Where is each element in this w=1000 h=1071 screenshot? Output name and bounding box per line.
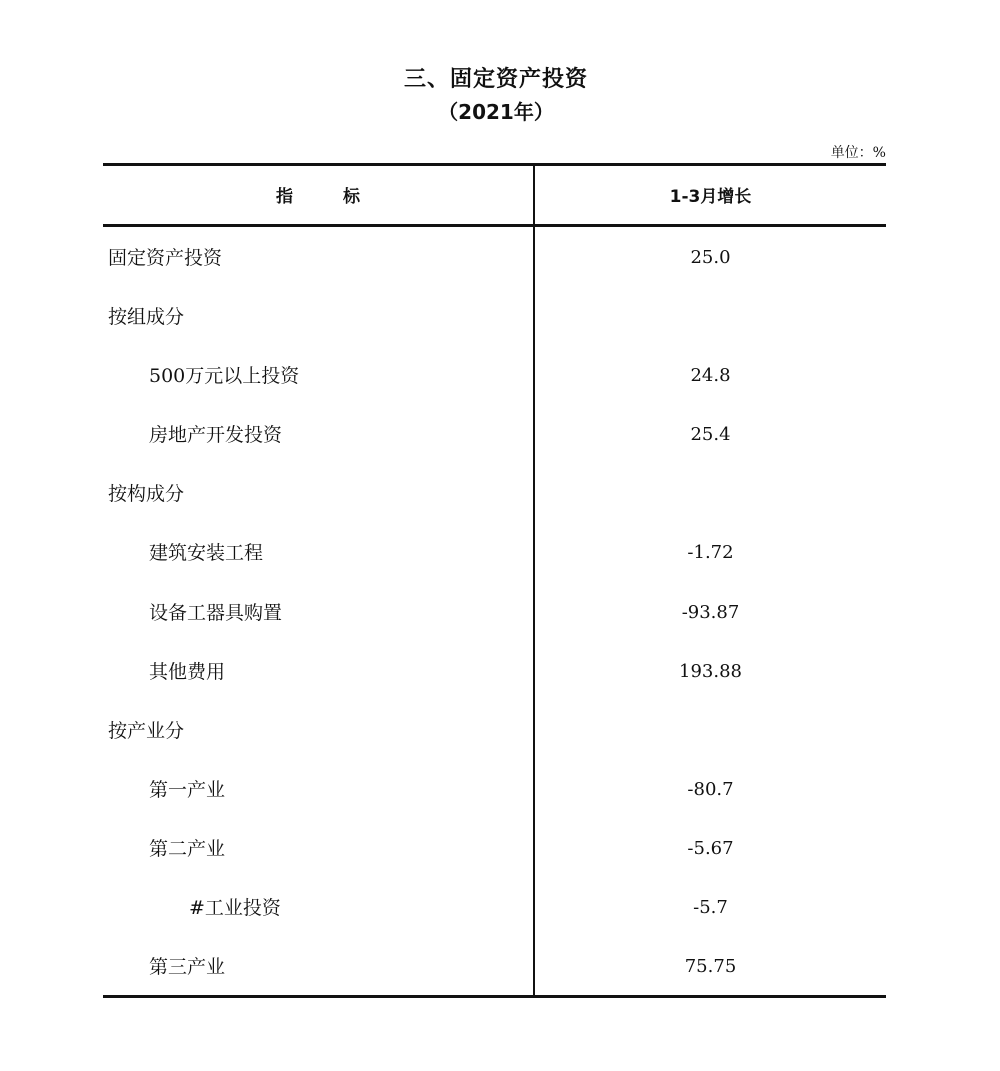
row-label: 第二产业	[149, 837, 226, 860]
row-value: -93.87	[681, 601, 740, 623]
table-row	[103, 404, 886, 463]
row-value	[535, 286, 886, 345]
row-value: -80.7	[687, 778, 734, 800]
row-label: 第一产业	[149, 778, 226, 801]
page-title: 三、固定资产投资	[403, 67, 588, 92]
row-label: 房地产开发投资	[149, 424, 283, 447]
row-label: #工业投资	[189, 897, 281, 920]
row-label: 按构成分	[108, 483, 185, 506]
unit-label: 单位：%	[830, 145, 886, 161]
row-value	[535, 463, 886, 522]
row-label: 设备工器具购置	[149, 601, 283, 624]
table-row	[103, 936, 886, 995]
row-label: 其他费用	[149, 660, 226, 683]
table-row	[103, 522, 886, 581]
row-value	[535, 700, 886, 759]
table-row	[103, 641, 886, 700]
header-indicator-part1: 指	[276, 187, 293, 207]
row-value: -1.72	[687, 542, 734, 564]
row-value: 25.4	[690, 424, 731, 446]
table-row	[103, 818, 886, 877]
row-value: -5.7	[693, 897, 728, 919]
row-value: 75.75	[684, 956, 737, 978]
header-indicator	[103, 166, 533, 224]
page-subtitle: （2021年）	[438, 100, 554, 124]
table-header	[103, 166, 886, 227]
row-value: 193.88	[679, 660, 742, 682]
table-row	[103, 463, 886, 522]
row-label: 第三产业	[149, 956, 226, 979]
table-row	[103, 345, 886, 404]
row-label: 建筑安装工程	[149, 542, 264, 565]
row-label: 按产业分	[108, 719, 185, 742]
table-row	[103, 227, 886, 286]
investment-table	[103, 163, 886, 998]
table-row	[103, 759, 886, 818]
table-row	[103, 700, 886, 759]
table-row	[103, 286, 886, 345]
row-value: 24.8	[690, 365, 731, 387]
row-value: 25.0	[690, 247, 731, 268]
header-indicator-part2: 标	[343, 187, 360, 207]
row-value: -5.67	[687, 837, 734, 859]
table-row	[103, 582, 886, 641]
row-label: 固定资产投资	[108, 247, 223, 269]
header-growth: 1-3月增长	[669, 187, 752, 207]
row-label: 500万元以上投资	[149, 365, 300, 388]
row-label: 按组成分	[108, 306, 185, 329]
table-row	[103, 877, 886, 936]
